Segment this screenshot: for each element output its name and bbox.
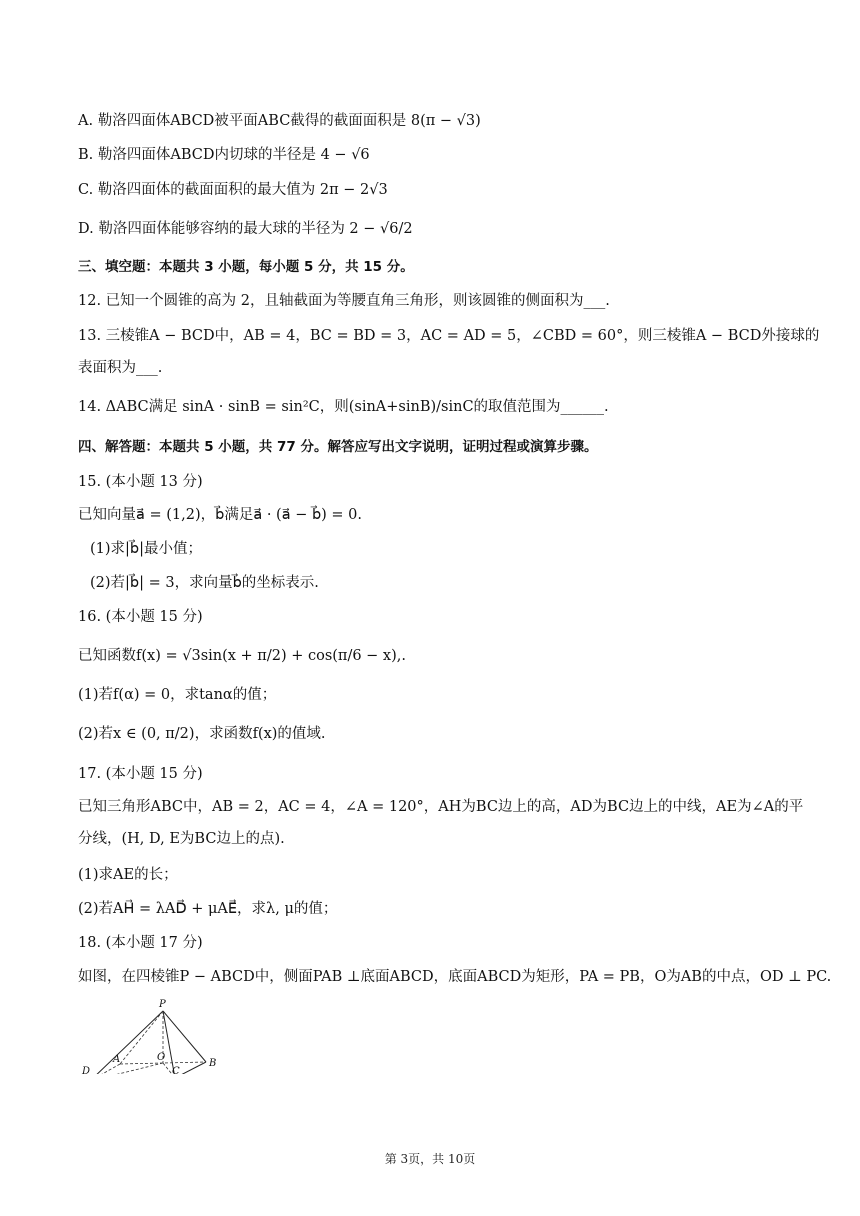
label-p: P [159, 999, 166, 1010]
question-15-part-2: (2)若|b⃗| = 3，求向量b⃗的坐标表示. [90, 575, 319, 591]
question-13-line-1: 13. 三棱锥A − BCD中，AB = 4，BC = BD = 3，AC = AD = 5，∠CBD = 60°，则三棱锥A − BCD外接球的 [78, 328, 820, 344]
question-12: 12. 已知一个圆锥的高为 2，且轴截面为等腰直角三角形，则该圆锥的侧面积为___. [78, 293, 610, 309]
question-17-stem-line-1: 已知三角形ABC中，AB = 2，AC = 4，∠A = 120°，AH为BC边上的高，AD为BC边上的中线，AE为∠A的平 [78, 799, 804, 815]
option-d: D. 勒洛四面体能够容纳的最大球的半径为 2 − √6/2 [78, 221, 413, 237]
question-17-part-1: (1)求AE的长； [78, 867, 178, 883]
edge-od [90, 1063, 163, 1074]
question-14: 14. ΔABC满足 sinA · sinB = sin²C，则(sinA+sinB)/sinC的取值范围为______. [78, 399, 609, 415]
label-a: A [113, 1054, 121, 1065]
section-3-heading: 三、填空题：本题共 3 小题，每小题 5 分，共 15 分。 [78, 259, 414, 275]
question-16-header: 16. (本小题 15 分) [78, 609, 203, 625]
question-16-part-1: (1)若f(α) = 0，求tanα的值； [78, 687, 277, 703]
label-b: B [209, 1058, 217, 1069]
question-15-header: 15. (本小题 13 分) [78, 474, 203, 490]
option-c: C. 勒洛四面体的截面面积的最大值为 2π − 2√3 [78, 182, 388, 198]
question-16-part-2: (2)若x ∈ (0, π/2)，求函数f(x)的值域. [78, 726, 326, 742]
edge-pb [163, 1011, 206, 1062]
pyramid-figure [78, 998, 228, 1074]
pyramid-diagram [78, 998, 228, 1074]
question-18-header: 18. (本小题 17 分) [78, 935, 203, 951]
option-a: A. 勒洛四面体ABCD被平面ABC截得的截面面积是 8(π − √3) [78, 113, 481, 129]
question-13-line-2: 表面积为___. [78, 360, 163, 376]
option-b: B. 勒洛四面体ABCD内切球的半径是 4 − √6 [78, 147, 370, 163]
question-17-header: 17. (本小题 15 分) [78, 766, 203, 782]
edge-ad [90, 1064, 120, 1074]
question-15-part-1: (1)求|b⃗|最小值； [90, 541, 203, 557]
question-15-stem: 已知向量a⃗ = (1,2)，b⃗满足a⃗ · (a⃗ − b⃗) = 0. [78, 507, 363, 523]
question-16-stem: 已知函数f(x) = √3sin(x + π/2) + cos(π/6 − x),. [78, 648, 406, 664]
label-c: C [172, 1066, 180, 1074]
page-footer: 第 3页，共 10页 [384, 1152, 476, 1166]
question-17-part-2: (2)若AH⃗ = λAD⃗ + μAE⃗，求λ, μ的值； [78, 901, 338, 917]
label-d: D [82, 1066, 91, 1074]
question-17-stem-line-2: 分线，(H, D, E为BC边上的点). [78, 831, 285, 847]
edge-pc [163, 1011, 175, 1074]
section-4-heading: 四、解答题：本题共 5 小题，共 77 分。解答应写出文字说明，证明过程或演算步骤。 [78, 439, 598, 455]
label-o: O [157, 1052, 166, 1063]
question-18-stem: 如图，在四棱锥P − ABCD中，侧面PAB ⊥底面ABCD，底面ABCD为矩形，PA = PB，O为AB的中点，OD ⊥ PC. [78, 969, 832, 985]
edge-pd [90, 1011, 166, 1074]
